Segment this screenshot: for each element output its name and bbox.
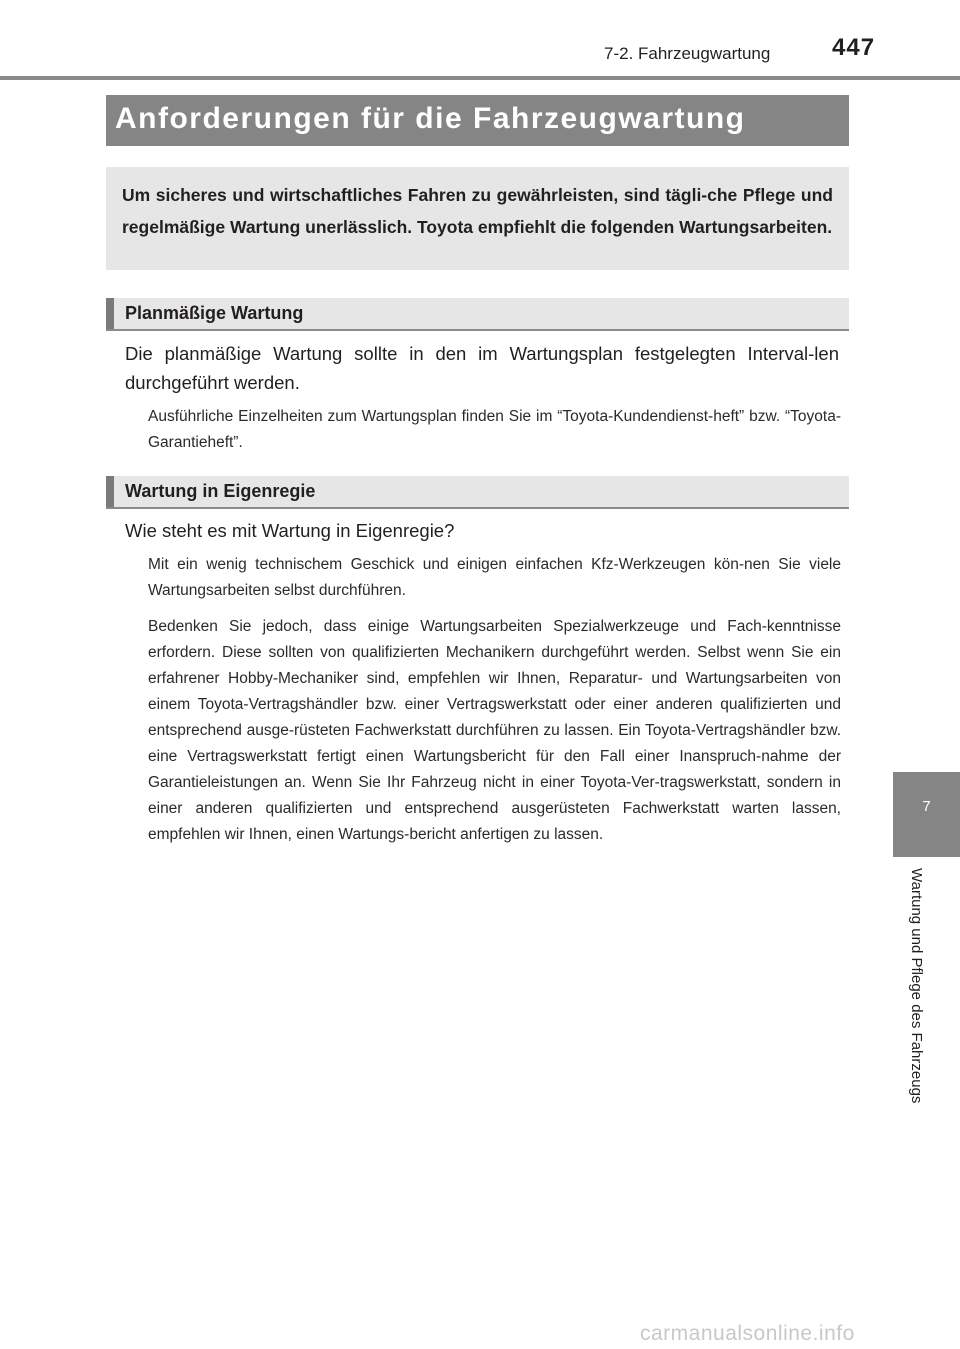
section-heading-label: Wartung in Eigenregie [125,481,316,501]
page-number: 447 [832,34,876,61]
section-body-planned: Die planmäßige Wartung sollte in den im Wartungsplan festgelegten Interval-len durchgeführt werden. [125,343,839,393]
section-note-self-1: Mit ein wenig technischem Geschick und einigen einfachen Kfz-Werkzeugen kön-nen Sie viele Wartungsarbeiten selbst durchführen. [148,556,841,599]
section-accent-bar [106,298,114,329]
section-heading-self-maintenance [106,476,849,509]
header-divider [0,76,960,80]
page-title: Anforderungen für die Fahrzeugwartung [106,95,849,146]
watermark: carmanualsonline.info [640,1322,855,1345]
section-note-self-2: Bedenken Sie jedoch, dass einige Wartungsarbeiten Spezialwerkzeuge und Fach-kenntnisse erfordern. Diese sollten von qualifizierten Mechanikern durchgeführt werden. Selbst wenn Sie ein erfahrener Hobby-Mechaniker sind, empfehlen wir Ihnen, Reparatur- und Wartungsarbeiten von einem Toyota-Vertragshändler bzw. einer Vertragswerkstatt oder einer anderen qualifizierten und entsprechend ausge-rüsteten Fachwerkstatt durchführen zu lassen. Ein Toyota-Vertragshändler bzw. eine Vertragswerkstatt fertigt einen Wartungsbericht für den Fall einer Inanspruch-nahme der Garantieleistungen an. Wenn Sie Ihr Fahrzeug nicht in einer Toyota-Ver-tragswerkstatt, sondern in einer anderen qualifizierten und entsprechend ausgerüsteten Fachwerkstatt warten lassen, empfehlen wir Ihnen, einen Wartungs-bericht anfertigen zu lassen. [148,618,841,843]
chapter-tab-label: Wartung und Pflege des Fahrzeugs [908,868,925,1104]
chapter-header: 7-2. Fahrzeugwartung [604,44,771,63]
section-heading-label: Planmäßige Wartung [125,303,304,323]
section-body-self: Wie steht es mit Wartung in Eigenregie? [125,520,455,541]
intro-text: Um sicheres und wirtschaftliches Fahren zu gewährleisten, sind tägli-che Pflege und regelmäßige Wartung unerlässlich. Toyota empfiehlt die folgenden Wartungsarbeiten. [122,185,833,237]
section-heading-planned-maintenance [106,298,849,331]
section-accent-bar [106,476,114,507]
chapter-tab-number: 7 [922,798,931,815]
section-note-planned: Ausführliche Einzelheiten zum Wartungsplan finden Sie im “Toyota-Kundendienst-heft” bzw. “Toyota-Garantieheft”. [148,408,841,451]
intro-box [106,167,849,270]
chapter-tab [893,772,960,857]
